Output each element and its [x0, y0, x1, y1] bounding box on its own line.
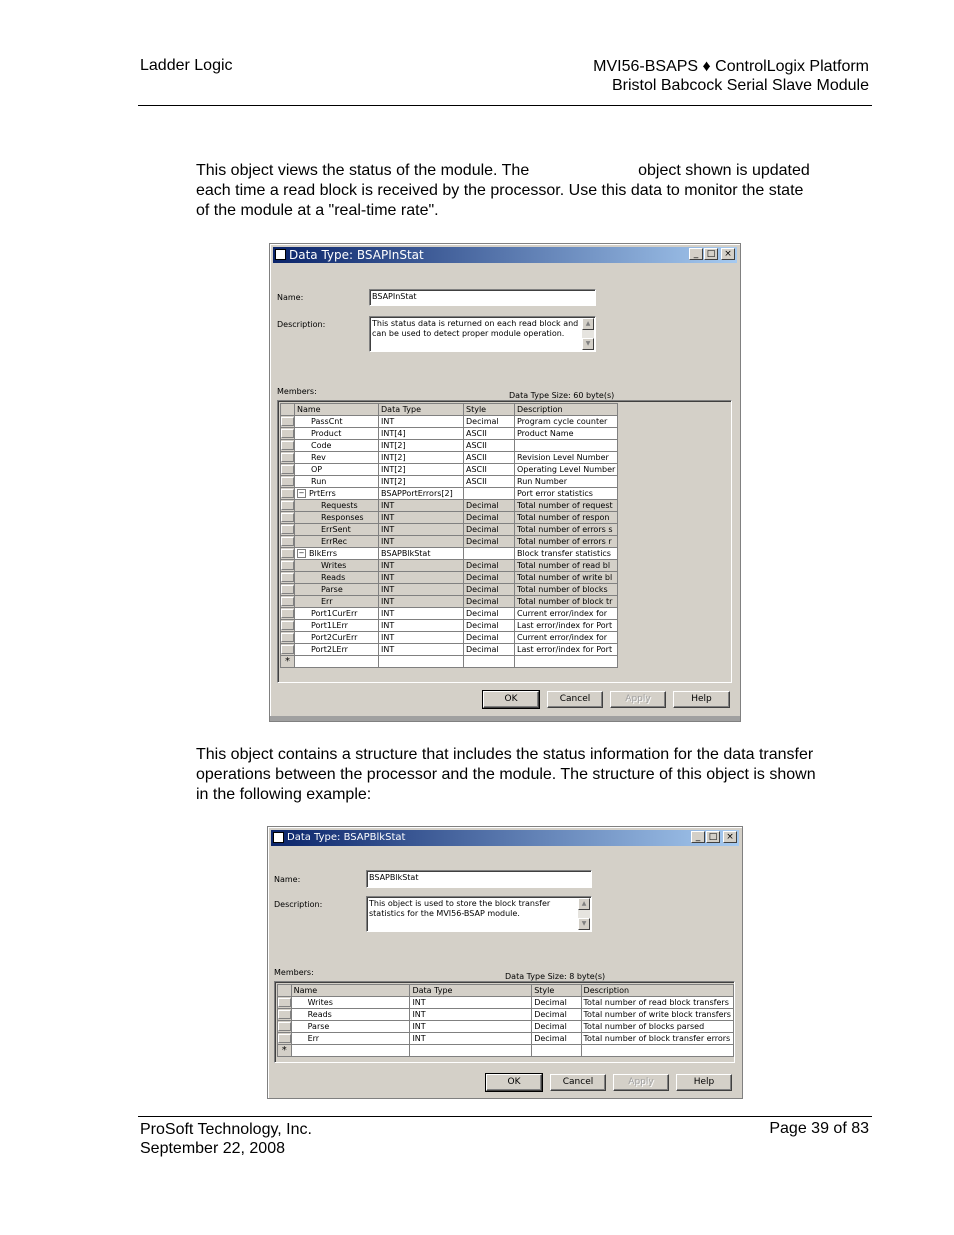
table-row[interactable]: ErrRec INT Decimal Total number of errors r: [281, 536, 618, 548]
table-row[interactable]: Port2LErr INT Decimal Last error/index for Port: [281, 644, 618, 656]
paragraph-1: [196, 161, 816, 221]
table-row[interactable]: Writes INT Decimal Total number of read bl: [281, 560, 618, 572]
name-label: Name:: [274, 875, 301, 884]
help-button[interactable]: Help: [673, 691, 730, 708]
members-label: Members:: [274, 968, 314, 977]
new-row-marker: *: [281, 656, 295, 668]
dialog-bsapinstat: [269, 243, 741, 722]
close-icon[interactable]: ×: [721, 248, 735, 260]
cancel-button[interactable]: Cancel: [547, 691, 603, 708]
scroll-down-icon[interactable]: ▼: [578, 918, 590, 930]
description-text: This object is used to store the block transfer statistics for the MVI56-BSAP module.: [369, 899, 551, 918]
table-row[interactable]: Reads INT Decimal Total number of write bl: [281, 572, 618, 584]
members-table: [280, 403, 618, 668]
column-header-name[interactable]: Name: [291, 985, 410, 997]
table-row[interactable]: Code INT[2] ASCII: [281, 440, 618, 452]
data-type-size: Data Type Size: 8 byte(s): [505, 972, 606, 981]
table-row[interactable]: − PrtErrs BSAPPortErrors[2] Port error statistics: [281, 488, 618, 500]
collapse-icon[interactable]: −: [298, 549, 305, 557]
close-icon[interactable]: ×: [723, 831, 737, 843]
members-grid: [277, 400, 732, 683]
header-left: Ladder Logic: [140, 57, 233, 74]
footer-left: [140, 1120, 312, 1158]
new-row[interactable]: [281, 656, 618, 668]
table-row[interactable]: Port2CurErr INT Decimal Current error/index for: [281, 632, 618, 644]
scroll-up-icon[interactable]: ▲: [582, 318, 594, 330]
new-row-marker: *: [278, 1045, 292, 1057]
paragraph-1-part1: This object views the status of the module. The: [196, 162, 530, 179]
row-selector-header: [281, 404, 295, 416]
paragraph-1-part2: object shown is updated each time a read block is received by the processor. Use this data to monitor the state of the module at a "real-time rate".: [196, 162, 810, 219]
column-header-name[interactable]: Name: [295, 404, 379, 416]
header-right-line1: MVI56-BSAPS ♦ ControlLogix Platform: [593, 58, 869, 75]
name-input[interactable]: BSAPBlkStat: [366, 870, 592, 888]
window-icon: [275, 249, 286, 260]
new-row[interactable]: [278, 1045, 734, 1057]
table-row[interactable]: Err INT Decimal Total number of block transfer errors: [278, 1033, 734, 1045]
ok-button[interactable]: OK: [483, 691, 539, 708]
data-type-size: Data Type Size: 60 byte(s): [509, 391, 615, 400]
dialog-1-title: Data Type: BSAPInStat: [289, 248, 424, 262]
dialog-1-bottom-edge: [270, 716, 740, 721]
dialog-2-title: Data Type: BSAPBlkStat: [287, 832, 406, 843]
name-input[interactable]: BSAPInStat: [369, 289, 596, 306]
scroll-up-icon[interactable]: ▲: [578, 898, 590, 910]
members-label: Members:: [277, 387, 317, 396]
header-right-line2: Bristol Babcock Serial Slave Module: [611, 77, 869, 94]
row-selector-header: [278, 985, 292, 997]
ok-button[interactable]: OK: [486, 1074, 542, 1091]
collapse-icon[interactable]: −: [298, 489, 305, 497]
members-grid: [274, 981, 735, 1063]
table-row[interactable]: Reads INT Decimal Total number of write block transfers: [278, 1009, 734, 1021]
scroll-down-icon[interactable]: ▼: [582, 338, 594, 350]
apply-button[interactable]: Apply: [610, 691, 666, 708]
table-row[interactable]: Run INT[2] ASCII Run Number: [281, 476, 618, 488]
footer-company: ProSoft Technology, Inc.: [140, 1121, 312, 1138]
description-label: Description:: [277, 320, 326, 329]
dialog-2-titlebar: [271, 830, 739, 846]
footer-date: September 22, 2008: [140, 1140, 285, 1157]
dialog-1-titlebar: [273, 247, 737, 263]
column-header-data-type[interactable]: Data Type: [379, 404, 464, 416]
paragraph-2: This object contains a structure that includes the status information for the data transfer operations between the processor and the module. The structure of this object is shown in the following example:: [196, 746, 816, 803]
maximize-icon[interactable]: □: [704, 248, 718, 260]
description-label: Description:: [274, 900, 323, 909]
table-row[interactable]: Rev INT[2] ASCII Revision Level Number: [281, 452, 618, 464]
table-row[interactable]: ErrSent INT Decimal Total number of errors s: [281, 524, 618, 536]
table-row[interactable]: PassCnt INT Decimal Program cycle counter: [281, 416, 618, 428]
members-table: [277, 984, 734, 1057]
column-header-style[interactable]: Style: [532, 985, 581, 997]
table-row[interactable]: Writes INT Decimal Total number of read block transfers: [278, 997, 734, 1009]
footer-page-number: Page 39 of 83: [769, 1120, 869, 1137]
apply-button[interactable]: Apply: [613, 1074, 669, 1091]
dialog-bsapblkstat: [267, 826, 743, 1099]
table-row[interactable]: Product INT[4] ASCII Product Name: [281, 428, 618, 440]
help-button[interactable]: Help: [676, 1074, 732, 1091]
table-row[interactable]: − BlkErrs BSAPBlkStat Block transfer statistics: [281, 548, 618, 560]
column-header-data-type[interactable]: Data Type: [410, 985, 532, 997]
name-label: Name:: [277, 293, 304, 302]
footer-rule: [138, 1116, 872, 1117]
window-icon: [273, 832, 284, 843]
minimize-icon[interactable]: _: [689, 248, 703, 260]
column-header-style[interactable]: Style: [464, 404, 515, 416]
table-row[interactable]: Parse INT Decimal Total number of blocks parsed: [278, 1021, 734, 1033]
table-row[interactable]: Requests INT Decimal Total number of request: [281, 500, 618, 512]
table-row[interactable]: Err INT Decimal Total number of block tr: [281, 596, 618, 608]
table-row[interactable]: Parse INT Decimal Total number of blocks: [281, 584, 618, 596]
cancel-button[interactable]: Cancel: [550, 1074, 606, 1091]
description-input[interactable]: [369, 316, 596, 352]
header-right: [593, 57, 869, 95]
description-input[interactable]: [366, 896, 592, 932]
minimize-icon[interactable]: _: [691, 831, 705, 843]
column-header-description[interactable]: Description: [581, 985, 733, 997]
table-row[interactable]: Responses INT Decimal Total number of respon: [281, 512, 618, 524]
header-rule: [138, 105, 872, 106]
table-row[interactable]: Port1LErr INT Decimal Last error/index for Port: [281, 620, 618, 632]
description-scrollbar[interactable]: [582, 318, 594, 350]
table-row[interactable]: Port1CurErr INT Decimal Current error/index for: [281, 608, 618, 620]
description-scrollbar[interactable]: [578, 898, 590, 930]
column-header-description[interactable]: Description: [515, 404, 618, 416]
description-text: This status data is returned on each read block and can be used to detect proper module operation.: [372, 319, 579, 338]
maximize-icon[interactable]: □: [706, 831, 720, 843]
table-row[interactable]: OP INT[2] ASCII Operating Level Number: [281, 464, 618, 476]
